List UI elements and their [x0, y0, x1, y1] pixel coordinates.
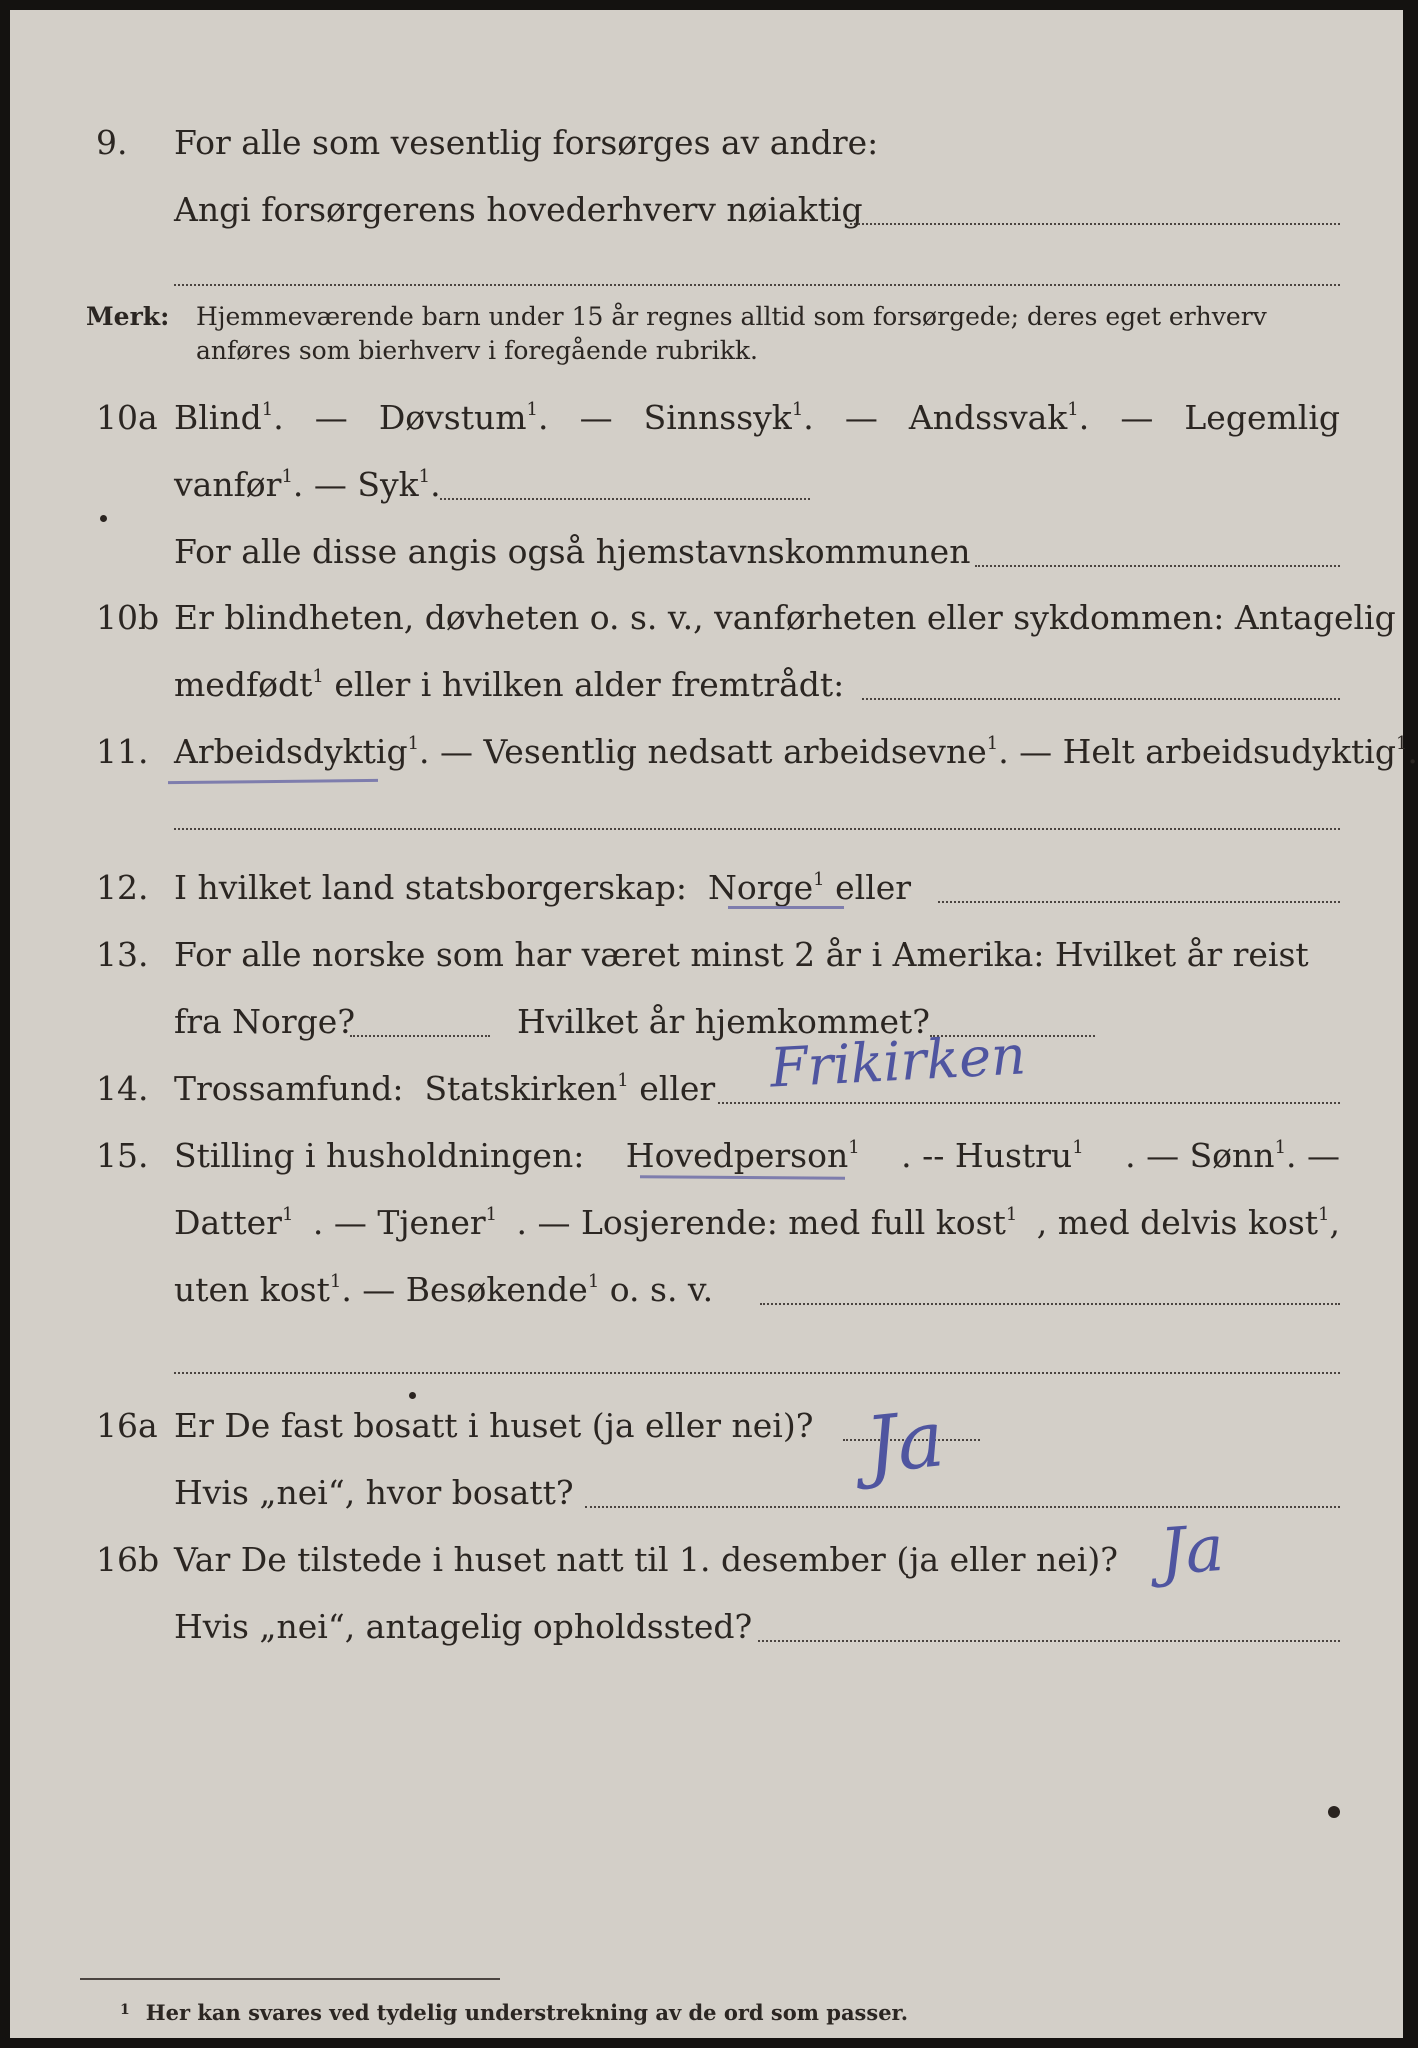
q14-question: Trossamfund: Statskirken$^1$ eller: [174, 1069, 716, 1108]
note-text: [196, 300, 1340, 368]
option-hovedperson[interactable]: Hovedperson$^1$: [625, 1136, 860, 1175]
note-line1: Hjemmeværende barn under 15 år regnes alltid som forsørgede; deres eget erhverv: [196, 302, 1267, 331]
q9-question: For alle som vesentlig forsørges av andre:: [174, 123, 879, 162]
q10a-hjemstavn-field[interactable]: [975, 522, 1340, 582]
q13-line2: [0, 992, 1413, 1052]
q15-answer-field[interactable]: [760, 1260, 1340, 1320]
q10b-line1: [0, 588, 1413, 648]
q16a-subquestion: Hvis „nei“, hvor bosatt?: [174, 1473, 574, 1512]
q10a-answer-field[interactable]: [440, 455, 810, 515]
q15-answer-line2[interactable]: [174, 1370, 1340, 1374]
option-statskirken[interactable]: Statskirken: [424, 1069, 618, 1108]
option-vanfor-syk[interactable]: vanfør$^1$. — Syk$^1$.: [174, 465, 441, 504]
q9-answer-field[interactable]: [850, 180, 1340, 240]
q10a-options: [174, 388, 1340, 448]
q12-question: I hvilket land statsborgerskap: Norge$^1$ eller: [174, 868, 912, 907]
q16b-number: 16b: [96, 1540, 160, 1579]
option-sinnssyk[interactable]: Sinnssyk$^1$.: [643, 398, 814, 437]
note-line2: anføres som bierhverv i foregående rubrikk.: [196, 336, 758, 365]
option-uten-kost[interactable]: uten kost$^1$: [174, 1270, 342, 1309]
option-full-kost[interactable]: . — Losjerende: med full kost$^1$: [516, 1203, 1018, 1242]
q16a-number: 16a: [96, 1406, 158, 1445]
option-datter[interactable]: Datter$^1$: [174, 1203, 294, 1242]
q10b-line2: [0, 655, 1413, 715]
q13-reist-field[interactable]: [350, 992, 490, 1052]
q12-line: [0, 858, 1413, 918]
q15-options-line1: Stilling i husholdningen: Hovedperson$^1$ . -- Hustru$^1$ . — Sønn$^1$. —: [174, 1126, 1340, 1186]
option-dovstum[interactable]: Døvstum$^1$.: [378, 398, 549, 437]
q16b-line2: [0, 1597, 1413, 1657]
q16a-line1: [0, 1396, 1413, 1456]
q16b-opholdssted-field[interactable]: [758, 1597, 1340, 1657]
q10a-line1: [0, 388, 1413, 448]
q13-hjemkommet-label: Hvilket år hjemkommet?: [517, 1002, 930, 1041]
q16b-subquestion: Hvis „nei“, antagelig opholdssted?: [174, 1607, 753, 1646]
q16a-bosatt-field[interactable]: [585, 1463, 1340, 1523]
q10a-line3: [0, 522, 1413, 582]
option-nedsatt[interactable]: . — Vesentlig nedsatt arbeidsevne$^1$: [419, 732, 999, 771]
q10b-subquestion: medfødt$^1$ eller i hvilken alder fremtrådt:: [174, 665, 845, 704]
option-hustru[interactable]: . -- Hustru$^1$: [901, 1136, 1084, 1175]
option-arbeidsdyktig[interactable]: Arbeidsdyktig: [174, 732, 408, 771]
q16b-question: Var De tilstede i huset natt til 1. desember (ja eller nei)?: [174, 1540, 1118, 1579]
q10a-number: 10a: [96, 398, 158, 437]
q13-line1: [0, 925, 1413, 985]
q14-number: 14.: [96, 1069, 149, 1108]
dash: —: [1120, 398, 1154, 437]
q16a-question: Er De fast bosatt i huset (ja eller nei)?: [174, 1406, 814, 1445]
dash: —: [579, 398, 613, 437]
q10a-line2: [0, 455, 1413, 515]
dash: —: [844, 398, 878, 437]
q14-handwritten-answer: Frikirken: [768, 1023, 1028, 1100]
footnote: $^1$ Her kan svares ved tydelig understrekning av de ord som passer.: [120, 2000, 909, 2025]
q9-line2: [0, 180, 1413, 240]
option-besokende[interactable]: . — Besøkende$^1$: [341, 1270, 600, 1309]
ink-dot: [1328, 1806, 1340, 1818]
option-tjener[interactable]: . — Tjener$^1$: [312, 1203, 498, 1242]
q10b-number: 10b: [96, 598, 160, 637]
option-sonn[interactable]: . — Sønn$^1$. —: [1125, 1136, 1340, 1175]
option-delvis-kost[interactable]: , med delvis kost$^1$,: [1036, 1203, 1340, 1242]
q15-line2: [0, 1193, 1413, 1253]
q9-number: 9.: [96, 123, 128, 162]
q10b-answer-field[interactable]: [862, 655, 1340, 715]
option-udyktig[interactable]: . — Helt arbeidsudyktig$^1$.: [998, 732, 1418, 771]
option-blind[interactable]: Blind$^1$.: [174, 398, 284, 437]
q13-number: 13.: [96, 935, 149, 974]
q12-number: 12.: [96, 868, 149, 907]
footnote-rule: [80, 1978, 500, 1980]
note-label: Merk:: [86, 302, 170, 331]
option-andssvak[interactable]: Andssvak$^1$.: [908, 398, 1090, 437]
q9-answer-line2[interactable]: [174, 282, 1340, 286]
q14-line: [0, 1059, 1413, 1119]
q9-line1: [0, 113, 1413, 173]
q11-line: [0, 722, 1418, 782]
q13-question: For alle norske som har været minst 2 år i Amerika: Hvilket år reist: [174, 935, 1309, 974]
q15-line3: [0, 1260, 1413, 1320]
q10b-question: Er blindheten, døvheten o. s. v., vanførheten eller sykdommen: Antagelig: [174, 598, 1396, 637]
option-legemlig[interactable]: Legemlig: [1184, 398, 1340, 437]
q15-options-line3: uten kost$^1$. — Besøkende$^1$ o. s. v.: [174, 1270, 714, 1309]
q9-subquestion: Angi forsørgerens hovederhverv nøiaktig: [174, 190, 863, 229]
option-norge[interactable]: Norge: [708, 868, 814, 907]
q16b-handwritten-answer: Ja: [1157, 1511, 1227, 1591]
ink-dot: [100, 515, 107, 522]
dash: —: [314, 398, 348, 437]
underline-norge: [728, 906, 844, 909]
q13-reist-label: fra Norge?: [174, 1002, 356, 1041]
q15-options-line2: [174, 1193, 1340, 1253]
q11-number: 11.: [96, 732, 149, 771]
q10a-hjemstavn-question: For alle disse angis også hjemstavnskommunen: [174, 532, 971, 571]
q11-answer-line[interactable]: [174, 826, 1340, 830]
q15-number: 15.: [96, 1136, 149, 1175]
q12-answer-field[interactable]: [938, 858, 1340, 918]
q16a-handwritten-answer: Ja: [861, 1394, 949, 1492]
q11-options: Arbeidsdyktig$^1$. — Vesentlig nedsatt arbeidsevne$^1$. — Helt arbeidsudyktig$^1$.: [174, 732, 1418, 771]
